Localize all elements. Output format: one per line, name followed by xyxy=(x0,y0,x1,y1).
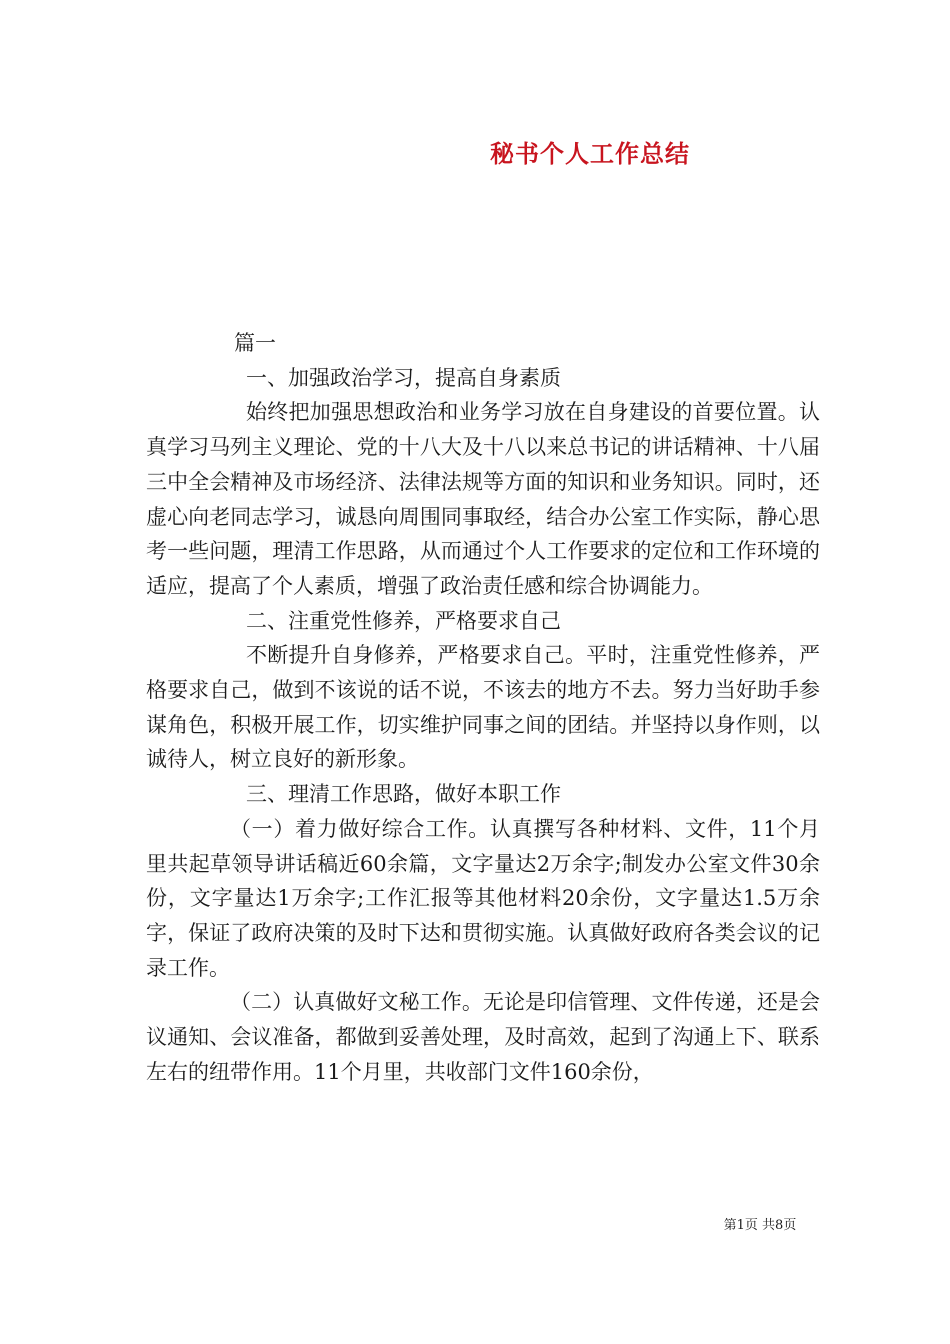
paragraph-2: 不断提升自身修养，严格要求自己。平时，注重党性修养，严格要求自己，做到不该说的话不说，不该去的地方不去。努力当好助手参谋角色，积极开展工作，切实维护同事之间的团结。并坚持以身作则，以诚待人，树立良好的新形象。 xyxy=(146,643,820,772)
section-heading-2: 二、注重党性修养，严格要求自己 xyxy=(246,608,561,633)
section-heading-3: 三、理清工作思路，做好本职工作 xyxy=(246,782,561,807)
page-number-footer: 第1页 共8页 xyxy=(723,1218,797,1233)
paragraph-1: 始终把加强思想政治和业务学习放在自身建设的首要位置。认真学习马列主义理论、党的十八大及十八以来总书记的讲话精神、十八届三中全会精神及市场经济、法律法规等方面的知识和业务知识。同时，还虚心向老同志学习，诚恳向周围同事取经，结合办公室工作实际，静心思考一些问题，理清工作思路，从而通过个人工作要求的定位和工作环境的适应，提高了个人素质，增强了政治责任感和综合协调能力。 xyxy=(146,400,820,598)
section-label: 篇一 xyxy=(234,331,276,355)
paragraph-3: （一）着力做好综合工作。认真撰写各种材料、文件，11个月里共起草领导讲话稿近60余篇，文字量达2万余字;制发办公室文件30余份，文字量达1万余字;工作汇报等其他材料20余份，文字量达1.5万余字，保证了政府决策的及时下达和贯彻实施。认真做好政府各类会议的记录工作。 xyxy=(146,816,820,980)
document-title: 秘书个人工作总结 xyxy=(490,139,690,168)
paragraph-4: （二）认真做好文秘工作。无论是印信管理、文件传递，还是会议通知、会议准备，都做到妥善处理，及时高效，起到了沟通上下、联系左右的纽带作用。11个月里，共收部门文件160余份， xyxy=(146,990,820,1084)
document-body xyxy=(146,326,820,1089)
section-heading-1: 一、加强政治学习，提高自身素质 xyxy=(246,365,561,390)
